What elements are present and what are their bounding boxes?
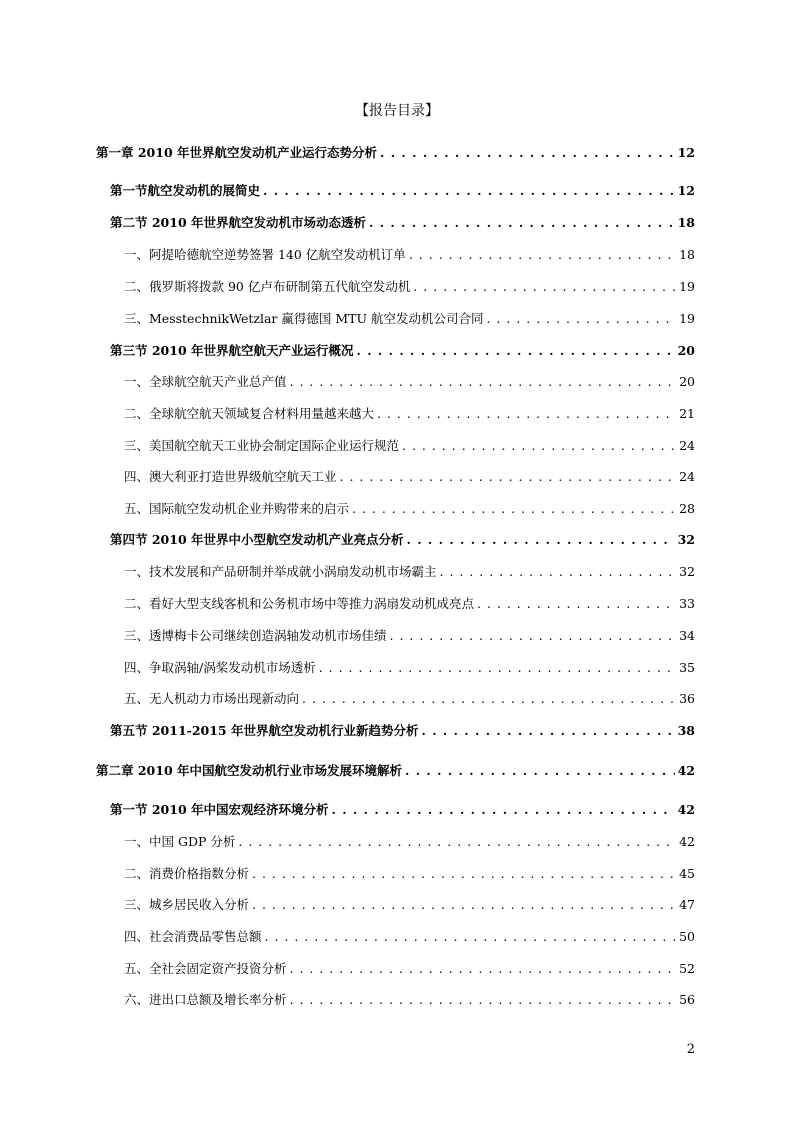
toc-entry-page: 24 xyxy=(679,469,695,484)
toc-leader-dots xyxy=(290,990,677,1010)
toc-section[interactable] xyxy=(110,530,695,550)
toc-entry-page: 12 xyxy=(677,183,695,198)
toc-entry-label: 第一节 2010 年中国宏观经济环境分析 xyxy=(110,802,329,817)
toc-entry-label: 第四节 2010 年世界中小型航空发动机产业亮点分析 xyxy=(110,532,404,547)
toc-subsection[interactable] xyxy=(124,594,695,614)
toc-entry-label: 一、技术发展和产品研制并举成就小涡扇发动机市场霸主 xyxy=(124,564,437,579)
toc-leader-dots xyxy=(290,372,677,392)
toc-subsection[interactable] xyxy=(124,245,695,265)
toc-subsection[interactable] xyxy=(124,404,695,424)
toc-entry-page: 20 xyxy=(677,343,695,358)
toc-entry-label: 五、全社会固定资产投资分析 xyxy=(124,961,287,976)
toc-entry-label: 四、争取涡轴/涡桨发动机市场透析 xyxy=(124,660,316,675)
page-title: 【报告目录】 xyxy=(355,103,439,119)
toc-entry-page: 56 xyxy=(679,992,695,1007)
toc-entry-label: 三、城乡居民收入分析 xyxy=(124,897,250,912)
toc-entry-page: 42 xyxy=(679,834,695,849)
toc-entry-page: 19 xyxy=(679,279,695,294)
toc-subsection[interactable] xyxy=(124,467,695,487)
toc-entry-label: 五、国际航空发动机企业并购带来的启示 xyxy=(124,501,350,516)
toc-entry-page: 42 xyxy=(677,763,695,778)
toc-entry-page: 33 xyxy=(679,596,695,611)
toc-section[interactable] xyxy=(110,213,695,233)
toc-leader-dots xyxy=(440,562,677,582)
toc-entry-page: 28 xyxy=(679,501,695,516)
toc-entry-page: 38 xyxy=(677,723,695,738)
toc-section[interactable] xyxy=(110,800,695,820)
toc-subsection[interactable] xyxy=(124,436,695,456)
toc-subsection[interactable] xyxy=(124,626,695,646)
toc-leader-dots xyxy=(263,181,675,201)
toc-leader-dots xyxy=(340,467,677,487)
toc-entry-label: 二、全球航空航天领域复合材料用量越来越大 xyxy=(124,406,375,421)
toc-entry-page: 45 xyxy=(679,866,695,881)
toc-entry-page: 32 xyxy=(679,564,695,579)
toc-leader-dots xyxy=(380,143,675,163)
toc-entry-page: 34 xyxy=(679,628,695,643)
toc-subsection[interactable] xyxy=(124,309,695,329)
toc-subsection[interactable] xyxy=(124,864,695,884)
toc-subsection[interactable] xyxy=(124,959,695,979)
toc-entry-page: 35 xyxy=(679,660,695,675)
toc-entry-page: 19 xyxy=(679,311,695,326)
toc-entry-label: 六、进出口总额及增长率分析 xyxy=(124,992,287,1007)
toc-subsection[interactable] xyxy=(124,499,695,519)
toc-leader-dots xyxy=(405,761,675,781)
toc-leader-dots xyxy=(302,689,676,709)
toc-leader-dots xyxy=(252,895,676,915)
toc-leader-dots xyxy=(319,658,676,678)
toc-entry-page: 21 xyxy=(679,406,695,421)
toc-leader-dots xyxy=(407,530,675,550)
toc-entry-label: 第三节 2010 年世界航空航天产业运行概况 xyxy=(110,343,354,358)
toc-leader-dots xyxy=(413,277,676,297)
toc-leader-dots xyxy=(390,626,677,646)
toc-entry-label: 第一章 2010 年世界航空发动机产业运行态势分析 xyxy=(96,145,377,160)
toc-leader-dots xyxy=(421,721,674,741)
toc-subsection[interactable] xyxy=(124,689,695,709)
toc-subsection[interactable] xyxy=(124,277,695,297)
toc-entry-page: 18 xyxy=(677,215,695,230)
toc-entry-page: 36 xyxy=(679,691,695,706)
toc-entry-label: 第二节 2010 年世界航空发动机市场动态透析 xyxy=(110,215,366,230)
toc-entry-label: 三、美国航空航天工业协会制定国际企业运行规范 xyxy=(124,438,400,453)
toc-entry-label: 二、俄罗斯将拨款 90 亿卢布研制第五代航空发动机 xyxy=(124,279,411,294)
toc-entry-label: 第二章 2010 年中国航空发动机行业市场发展环境解析 xyxy=(96,763,402,778)
toc-chapter[interactable] xyxy=(96,143,695,163)
toc-entry-page: 47 xyxy=(679,897,695,912)
toc-section[interactable] xyxy=(110,721,695,741)
toc-entry-page: 24 xyxy=(679,438,695,453)
toc-entry-page: 42 xyxy=(677,802,695,817)
toc-leader-dots xyxy=(265,927,677,947)
toc-subsection[interactable] xyxy=(124,832,695,852)
toc-subsection[interactable] xyxy=(124,372,695,392)
toc-entry-page: 18 xyxy=(679,247,695,262)
toc-entry-page: 50 xyxy=(679,929,695,944)
toc-entry-label: 一、全球航空航天产业总产值 xyxy=(124,374,287,389)
toc-leader-dots xyxy=(409,245,676,265)
toc-entry-label: 五、无人机动力市场出现新动向 xyxy=(124,691,300,706)
toc-entry-label: 三、透博梅卡公司继续创造涡轴发动机市场佳绩 xyxy=(124,628,387,643)
toc-subsection[interactable] xyxy=(124,990,695,1010)
toc-entry-label: 四、澳大利亚打造世界级航空航天工业 xyxy=(124,469,337,484)
toc-entry-label: 一、阿提哈德航空逆势签署 140 亿航空发动机订单 xyxy=(124,247,406,262)
toc-leader-dots xyxy=(369,213,675,233)
page-number: 2 xyxy=(686,1042,695,1057)
toc-subsection[interactable] xyxy=(124,927,695,947)
toc-entry-page: 52 xyxy=(679,961,695,976)
toc-leader-dots xyxy=(352,499,676,519)
toc-section[interactable] xyxy=(110,181,695,201)
toc-leader-dots xyxy=(252,864,676,884)
toc-leader-dots xyxy=(402,436,676,456)
toc-leader-dots xyxy=(290,959,677,979)
toc-entry-label: 一、中国 GDP 分析 xyxy=(124,834,236,849)
toc-chapter[interactable] xyxy=(96,761,695,781)
toc-entry-label: 四、社会消费品零售总额 xyxy=(124,929,262,944)
toc-subsection[interactable] xyxy=(124,658,695,678)
toc-entry-label: 三、MesstechnikWetzlar 赢得德国 MTU 航空发动机公司合同 xyxy=(124,311,484,326)
toc-entry-page: 12 xyxy=(677,145,695,160)
toc-leader-dots xyxy=(238,832,676,852)
toc-leader-dots xyxy=(486,309,676,329)
toc-entry-page: 32 xyxy=(677,532,695,547)
toc-leader-dots xyxy=(377,404,676,424)
toc-entry-label: 二、看好大型支线客机和公务机市场中等推力涡扇发动机成亮点 xyxy=(124,596,475,611)
toc-subsection[interactable] xyxy=(124,895,695,915)
toc-section[interactable] xyxy=(110,341,695,361)
toc-subsection[interactable] xyxy=(124,562,695,582)
toc-entry-page: 20 xyxy=(679,374,695,389)
toc-entry-label: 第一节航空发动机的展简史 xyxy=(110,183,261,198)
toc-entry-label: 二、消费价格指数分析 xyxy=(124,866,250,881)
toc-entry-label: 第五节 2011-2015 年世界航空发动机行业新趋势分析 xyxy=(110,723,419,738)
toc-leader-dots xyxy=(332,800,675,820)
toc-leader-dots xyxy=(477,594,676,614)
toc-leader-dots xyxy=(357,341,675,361)
